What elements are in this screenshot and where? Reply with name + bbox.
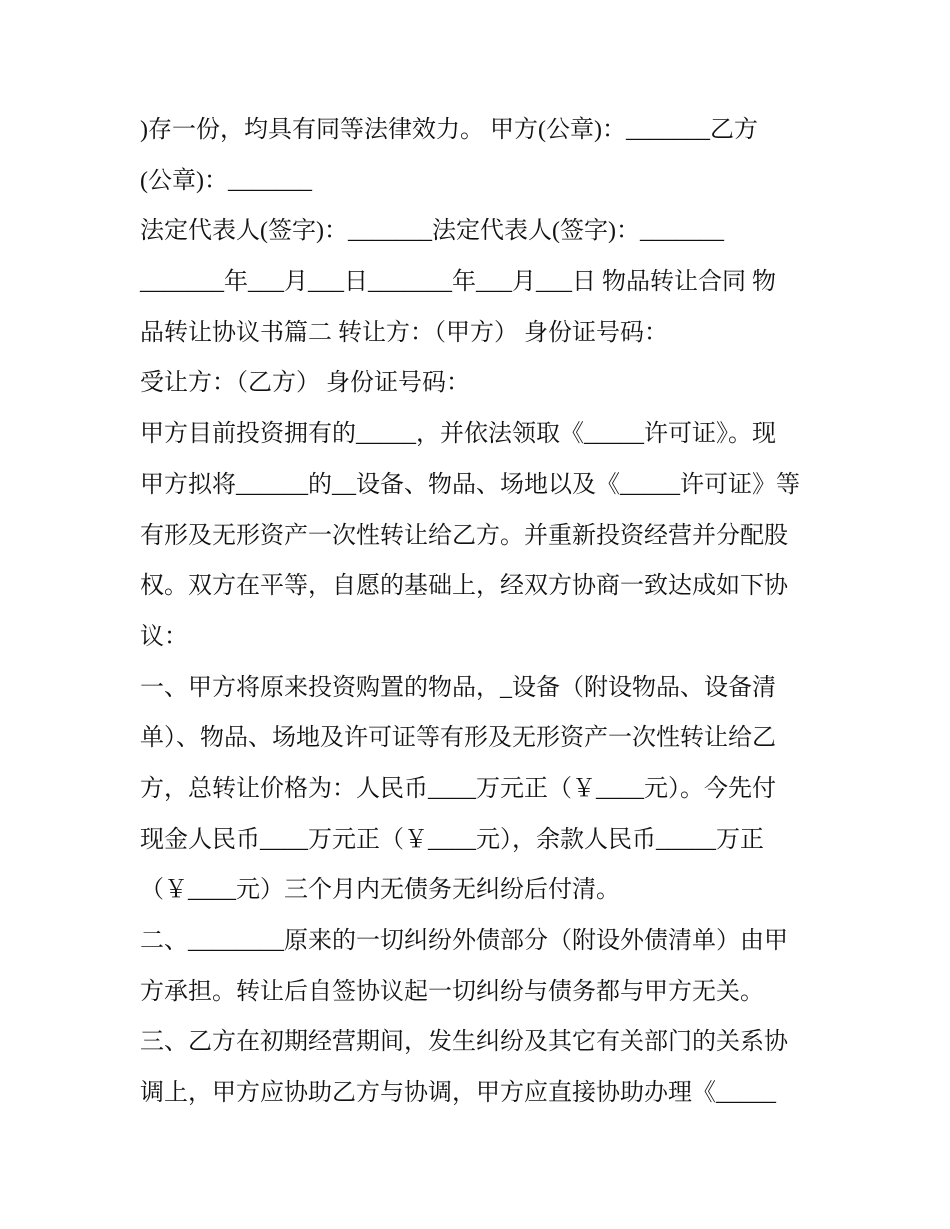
text-line: 单）、物品、场地及许可证等有形及无形资产一次性转让给乙 bbox=[140, 725, 776, 752]
text-line: 甲方拟将______的__设备、物品、场地以及《_____许可证》等 bbox=[140, 471, 800, 498]
text-line: 方承担。转让后自签协议起一切纠纷与债务都与甲方无关。 bbox=[140, 978, 764, 1005]
text-line: 方，总转让价格为：人民币____万元正（￥____元）。今先付 bbox=[140, 775, 776, 802]
text-line: 有形及无形资产一次性转让给乙方。并重新投资经营并分配股 bbox=[140, 522, 788, 549]
text-line: _______年___月___日_______年___月___日 物品转让合同 物 bbox=[140, 269, 776, 296]
text-line: (公章)：_______ bbox=[140, 167, 312, 194]
text-line: 议： bbox=[140, 623, 188, 650]
text-line: 权。双方在平等，自愿的基础上，经双方协商一致达成如下协 bbox=[140, 573, 788, 600]
text-line: 三、乙方在初期经营期间，发生纠纷及其它有关部门的关系协 bbox=[140, 1029, 788, 1056]
text-line: 受让方：（乙方） 身份证号码： bbox=[140, 370, 470, 397]
text-line: 二、________原来的一切纠纷外债部分（附设外债清单）由甲 bbox=[140, 928, 788, 954]
text-line: （￥____元）三个月内无债务无纠纷后付清。 bbox=[140, 877, 620, 904]
text-line: 现金人民币____万元正（￥____元），余款人民币_____万正 bbox=[140, 826, 764, 853]
text-line: 品转让协议书篇二 转让方：（甲方） 身份证号码： bbox=[140, 319, 668, 346]
text-line: 一、甲方将原来投资购置的物品，_设备（附设物品、设备清 bbox=[140, 674, 776, 701]
text-line: )存一份，均具有同等法律效力。 甲方(公章)：_______乙方 bbox=[140, 117, 758, 143]
text-line: 调上，甲方应协助乙方与协调，甲方应直接协助办理《_____ bbox=[140, 1080, 776, 1107]
document-page bbox=[140, 105, 830, 1119]
text-line: 法定代表人(签字)：_______法定代表人(签字)：_______ bbox=[140, 218, 724, 245]
text-line: 甲方目前投资拥有的_____，并依法领取《_____许可证》。现 bbox=[140, 421, 776, 448]
